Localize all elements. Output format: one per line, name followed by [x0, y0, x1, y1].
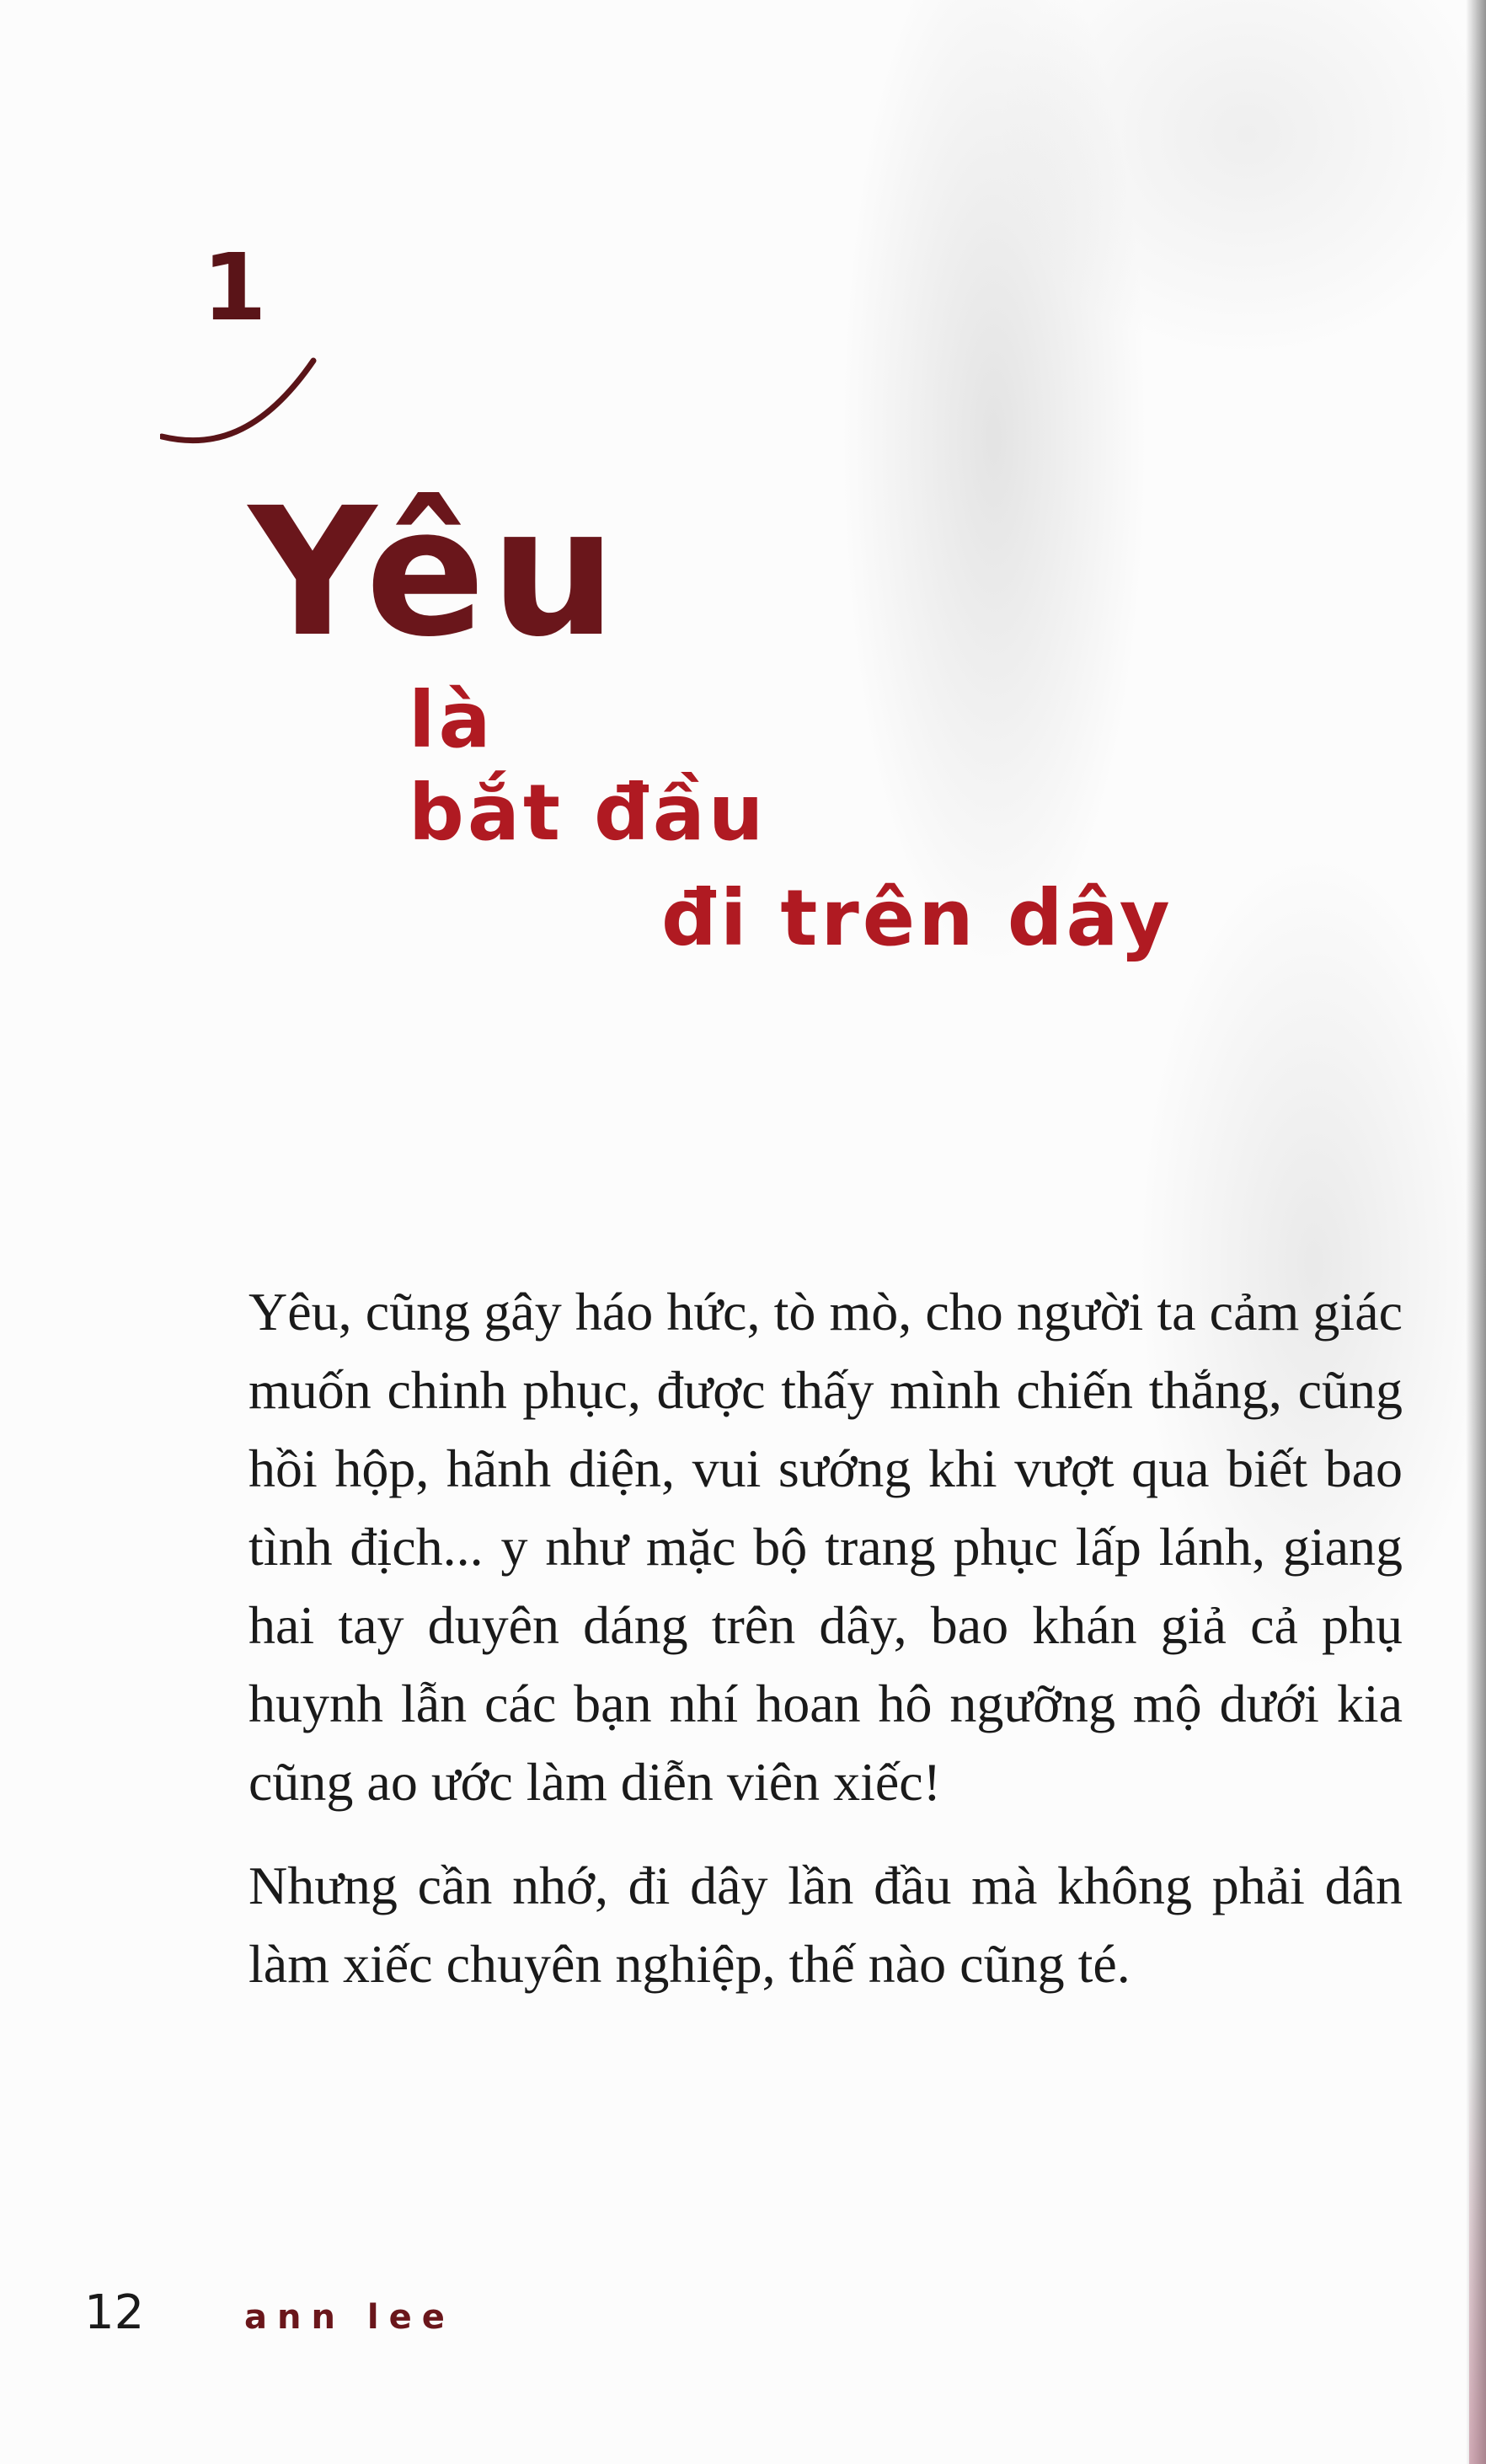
chapter-swoosh-icon: [160, 345, 329, 463]
chapter-title-line-3: đi trên dây: [661, 873, 1173, 963]
running-footer-author: ann lee: [244, 2298, 455, 2337]
paragraph-1: Yêu, cũng gây háo hức, tò mò, cho người ta cảm giác muốn chinh phục, được thấy mình chiến thắng, cũng hồi hộp, hãnh diện, vui sướng khi vượt qua biết bao tình địch... y như mặc bộ trang phục lấp lánh, giang hai tay duyên dáng trên dây, bao khán giả cả phụ huynh lẫn các bạn nhí hoan hô ngưỡng mộ dưới kia cũng ao ước làm diễn viên xiếc!: [249, 1282, 1403, 1812]
paragraph-2: Nhưng cần nhớ, đi dây lần đầu mà không phải dân làm xiếc chuyên nghiệp, thế nào cũng té.: [249, 1856, 1403, 1994]
chapter-number: 1: [202, 233, 267, 341]
chapter-title-main: Yêu: [249, 469, 622, 676]
chapter-title-line-1: là: [409, 675, 494, 765]
chapter-title-line-2: bắt đầu: [409, 768, 767, 858]
page-number: 12: [84, 2285, 145, 2340]
body-text: [249, 1272, 1403, 2003]
page-edge-tint: [1469, 2056, 1486, 2464]
